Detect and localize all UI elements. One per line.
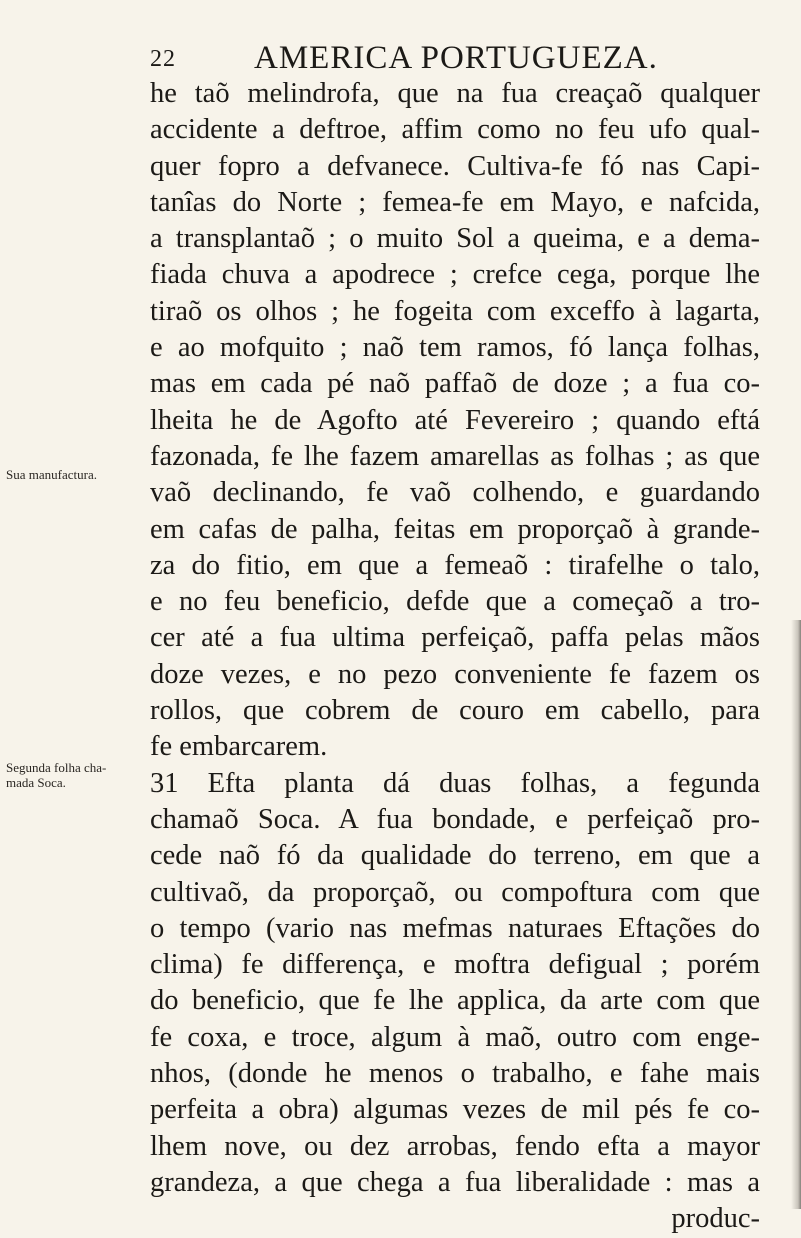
text-line: fiada chuva a apodrece ; crefce cega, porque lhe [150,259,760,291]
text-line: nhos, (donde he menos o trabalho, e fahe mais [150,1058,760,1090]
text-line: vaõ declinando, fe vaõ colhendo, e guardando [150,477,760,509]
text-line: a transplantaõ ; o muito Sol a queima, e a dema- [150,223,760,255]
text-line: lhem nove, ou dez arrobas, fendo efta a mayor [150,1130,760,1162]
text-line: tiraõ os olhos ; he fogeita com exceffo à lagarta, [150,295,760,327]
margin-note-line: mada Soca. [6,775,66,790]
margin-note-line: Segunda folha cha- [6,760,107,775]
text-line: he taõ melindrofa, que na fua creaçaõ qualquer [150,78,760,109]
text-line: cultivaõ, da proporçaõ, ou compoftura com que [150,876,760,908]
text-line: cer até a fua ultima perfeiçaõ, paffa pelas mãos [150,622,760,654]
text-line: accidente a deftroe, affim como no feu ufo qual- [150,114,760,146]
text-line: perfeita a obra) algumas vezes de mil pés fe co- [150,1094,760,1126]
text-line: o tempo (vario nas mefmas naturaes Eftações do [150,912,760,944]
text-line: fazonada, fe lhe fazem amarellas as folhas ; as que [150,440,760,472]
text-line: quer fopro a defvanece. Cultiva-fe fó nas Capi- [150,150,760,182]
running-head: AMERICA PORTUGUEZA. [254,40,658,76]
text-line: za do fitio, em que a femeaõ : tirafelhe o talo, [150,549,760,581]
text-line: 31 Efta planta dá duas folhas, a fegunda [150,767,760,799]
margin-note-manufacture [6,467,146,482]
body-text [150,76,760,1238]
text-line: cede naõ fó da qualidade do terreno, em que a [150,840,760,872]
text-line: e no feu beneficio, defde que a começaõ a tro- [150,586,760,618]
page-header [150,40,770,80]
text-line: fe coxa, e troce, algum à maõ, outro com enge- [150,1021,760,1053]
text-line: chamaõ Soca. A fua bondade, e perfeiçaõ pro- [150,803,760,835]
margin-note-line: Sua manufactura. [6,467,97,482]
text-line: clima) fe differença, e moftra defigual ; porém [150,949,760,981]
text-line: grandeza, a que chega a fua liberalidade : mas a [150,1166,760,1198]
text-line: em cafas de palha, feitas em proporçaõ à grande- [150,513,760,545]
text-line: doze vezes, e no pezo conveniente fe fazem os [150,658,760,690]
text-line: tanîas do Norte ; femea-fe em Mayo, e nafcida, [150,186,760,218]
page-number: 22 [150,46,176,72]
page-edge-shadow [791,620,801,1209]
text-line: mas em cada pé naõ paffaõ de doze ; a fua co- [150,368,760,400]
margin-note-second-leaf [6,760,146,790]
catchword: produc- [671,1203,760,1235]
text-line: e ao mofquito ; naõ tem ramos, fó lança folhas, [150,332,760,364]
text-line: do beneficio, que fe lhe applica, da arte com que [150,985,760,1017]
text-line: lheita he de Agofto até Fevereiro ; quando eftá [150,404,760,436]
text-line: fe embarcarem. [150,731,328,763]
text-line: rollos, que cobrem de couro em cabello, para [150,695,760,727]
